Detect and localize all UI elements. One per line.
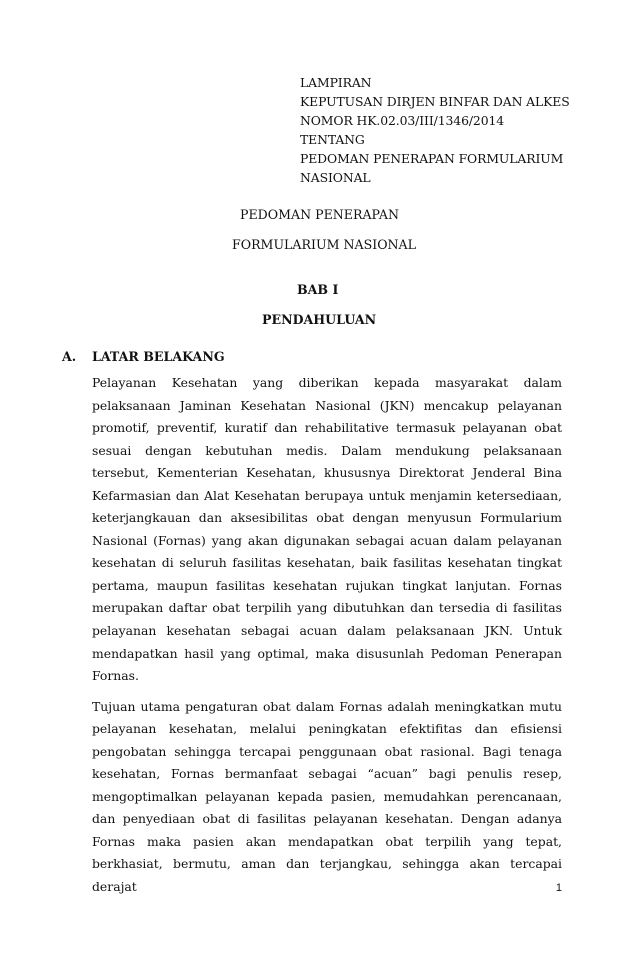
- chapter-name: PENDAHULUAN: [262, 312, 377, 327]
- body-paragraph: Pelayanan Kesehatan yang diberikan kepada masyarakat dalam pelaksanaan Jaminan Kesehatan Nasional (JKN) mencakup pelayanan promotif, preventif, kuratif dan rehabilitative termasuk pelayanan obat sesuai dengan kebutuhan medis. Dalam mendukung pelaksanaan tersebut, Kementerian Kesehatan, khususnya Direktorat Jenderal Bina Kefarmasian dan Alat Kesehatan berupaya untuk menjamin ketersediaan, keterjangkauan dan aksesibilitas obat dengan menyusun Formularium Nasional (Fornas) yang akan digunakan sebagai acuan dalam pelayanan kesehatan di seluruh fasilitas kesehatan, baik fasilitas kesehatan tingkat pertama, maupun fasilitas kesehatan rujukan tingkat lanjutan. Fornas merupakan daftar obat terpilih yang dibutuhkan dan tersedia di fasilitas pelayanan kesehatan sebagai acuan dalam pelaksanaan JKN. Untuk mendapatkan hasil yang optimal, maka disusunlah Pedoman Penerapan Fornas.: [92, 375, 562, 684]
- section-title: LATAR BELAKANG: [92, 349, 225, 364]
- page-number: 1: [555, 882, 562, 894]
- section-heading: [62, 347, 225, 367]
- section-letter: A.: [62, 349, 77, 364]
- attachment-line: KEPUTUSAN DIRJEN BINFAR DAN ALKES: [300, 94, 570, 109]
- attachment-line: NOMOR HK.02.03/III/1346/2014: [300, 113, 505, 128]
- document-title-line-2: FORMULARIUM NASIONAL: [232, 237, 416, 252]
- attachment-line: NASIONAL: [300, 170, 371, 185]
- chapter-number: BAB I: [297, 282, 339, 297]
- document-title: [0, 200, 638, 260]
- attachment-line: LAMPIRAN: [300, 75, 372, 90]
- attachment-line: PEDOMAN PENERAPAN FORMULARIUM: [300, 151, 564, 166]
- document-title-line-1: PEDOMAN PENERAPAN: [240, 207, 399, 222]
- section-body: [92, 372, 562, 907]
- chapter-heading: [0, 275, 638, 335]
- body-paragraph: Tujuan utama pengaturan obat dalam Fornas adalah meningkatkan mutu pelayanan kesehatan, melalui peningkatan efektifitas dan efisiensi pengobatan sehingga tercapai penggunaan obat rasional. Bagi tenaga kesehatan, Fornas bermanfaat sebagai “acuan” bagi penulis resep, mengoptimalkan pelayanan kepada pasien, memudahkan perencanaan, dan penyediaan obat di fasilitas pelayanan kesehatan. Dengan adanya Fornas maka pasien akan mendapatkan obat terpilih yang tepat, berkhasiat, bermutu, aman dan terjangkau, sehingga akan tercapai derajat: [92, 698, 562, 895]
- attachment-header: [300, 73, 570, 187]
- attachment-line: TENTANG: [300, 132, 365, 147]
